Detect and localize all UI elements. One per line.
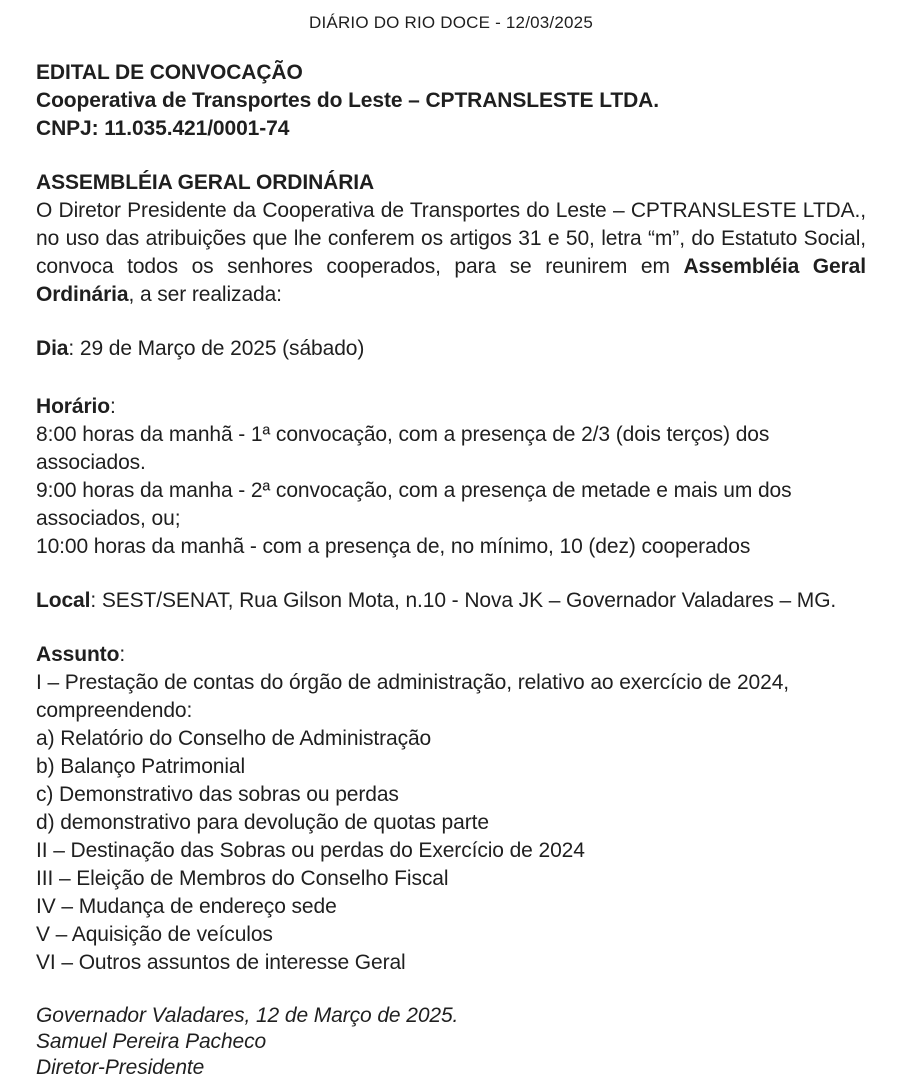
intro-text-end: , a ser realizada:	[128, 283, 282, 306]
dia-label: Dia	[36, 337, 69, 360]
local-value: : SEST/SENAT, Rua Gilson Mota, n.10 - Nova JK – Governador Valadares – MG.	[90, 589, 837, 612]
newspaper-masthead: DIÁRIO DO RIO DOCE - 12/03/2025	[309, 13, 593, 32]
signature-name: Samuel Pereira Pacheco	[36, 1030, 267, 1053]
agenda-item-1d: d) demonstrativo para devolução de quotas parte	[36, 811, 489, 834]
intro-text-start: O Diretor Presidente da Cooperativa de Transportes do Leste – CPTRANSLESTE LTDA., no uso das atribuições que lhe conferem os artigos 31 e 50, letra “m”, do Estatuto Social, convoca todos os senhores cooperados, para se reunirem em	[36, 199, 866, 278]
assunto-colon: :	[119, 643, 126, 666]
assembly-heading: ASSEMBLÉIA GERAL ORDINÁRIA	[36, 171, 375, 194]
signature-place-date: Governador Valadares, 12 de Março de 2025.	[36, 1004, 459, 1027]
horario-label: Horário	[36, 395, 110, 418]
cnpj-line: CNPJ: 11.035.421/0001-74	[36, 117, 290, 140]
agenda-item-2: II – Destinação das Sobras ou perdas do Exercício de 2024	[36, 839, 585, 862]
horario-line-3: 10:00 horas da manhã - com a presença de, no mínimo, 10 (dez) cooperados	[36, 535, 751, 558]
intro-paragraph	[36, 197, 866, 309]
dia-line	[36, 335, 866, 363]
agenda-item-1b: b) Balanço Patrimonial	[36, 755, 246, 778]
local-label: Local	[36, 589, 91, 612]
assunto-label-line	[36, 641, 866, 669]
company-name: Cooperativa de Transportes do Leste – CPTRANSLESTE LTDA.	[36, 89, 659, 112]
agenda-item-3: III – Eleição de Membros do Conselho Fiscal	[36, 867, 449, 890]
intro-text-bold: Assembléia Geral Ordinária	[36, 255, 866, 306]
agenda-item-6: VI – Outros assuntos de interesse Geral	[36, 951, 406, 974]
horario-line-1: 8:00 horas da manhã - 1ª convocação, com a presença de 2/3 (dois terços) dos associados.	[36, 423, 770, 474]
agenda-item-5: V – Aquisição de veículos	[36, 923, 273, 946]
agenda-item-1: I – Prestação de contas do órgão de administração, relativo ao exercício de 2024, compreendendo:	[36, 671, 790, 722]
agenda-item-1c: c) Demonstrativo das sobras ou perdas	[36, 783, 399, 806]
signature-role: Diretor-Presidente	[36, 1056, 205, 1079]
agenda-item-4: IV – Mudança de endereço sede	[36, 895, 337, 918]
horario-line-2: 9:00 horas da manha - 2ª convocação, com a presença de metade e mais um dos associados, ou;	[36, 479, 792, 530]
assunto-label: Assunto	[36, 643, 120, 666]
horario-label-line	[36, 393, 866, 421]
dia-value: : 29 de Março de 2025 (sábado)	[68, 337, 365, 360]
local-line	[36, 587, 866, 615]
horario-colon: :	[109, 395, 116, 418]
edital-title: EDITAL DE CONVOCAÇÃO	[36, 61, 303, 84]
agenda-item-1a: a) Relatório do Conselho de Administração	[36, 727, 432, 750]
